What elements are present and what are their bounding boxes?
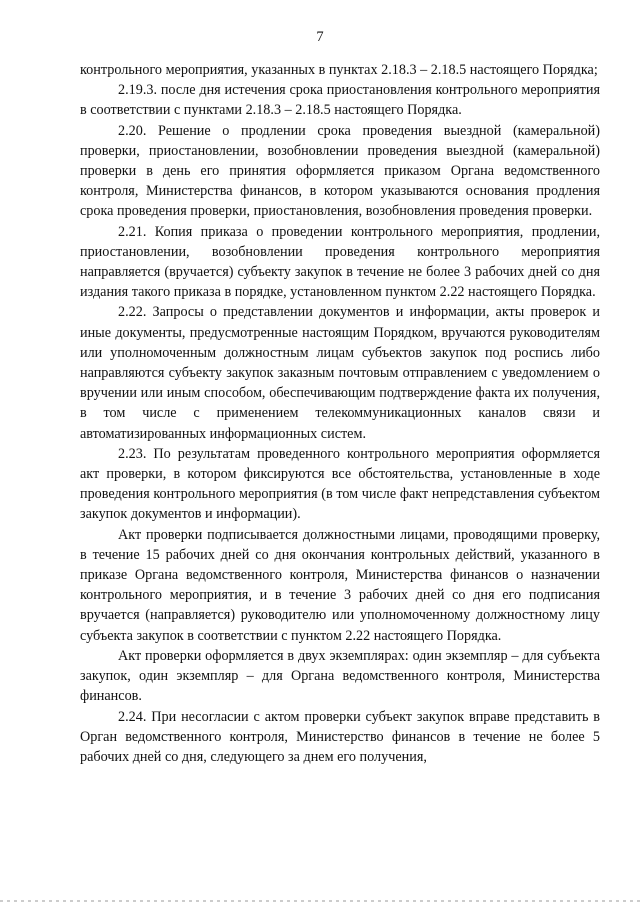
paragraph-2-21: 2.21. Копия приказа о проведении контрольного мероприятия, продлении, приостановлении, возобновлении проведения контрольного мероприятия направляется (вручается) субъекту закупок в течение не более 3 рабочих дней со дня издания такого приказа в порядке, установленном пунктом 2.22 настоящего Порядка. xyxy=(80,223,600,301)
paragraph-2-23: 2.23. По результатам проведенного контрольного мероприятия оформляется акт проверки, в котором фиксируются все обстоятельства, установленные в ходе проведения контрольного мероприятия (в том числе факт непредставления субъектом закупок документов и информации). xyxy=(80,445,600,523)
paragraph-act-signing: Акт проверки подписывается должностными лицами, проводящими проверку, в течение 15 рабочих дней со дня окончания контрольных действий, указанного в приказе Органа ведомственного контроля, Министерства финансов о назначении контрольного мероприятия, и в течение 3 рабочих дней со дня его подписания вручается (направляется) руководителю или уполномоченному должностному лицу субъекта закупок в соответствии с пунктом 2.22 настоящего Порядка. xyxy=(80,526,600,644)
paragraph-2-19-3: 2.19.3. после дня истечения срока приостановления контрольного мероприятия в соответствии с пунктами 2.18.3 – 2.18.5 настоящего Порядка. xyxy=(80,82,600,119)
paragraph-2-22: 2.22. Запросы о представлении документов и информации, акты проверок и иные документы, предусмотренные настоящим Порядком, вручаются руководителям или уполномоченным должностным лицам субъектов закупок под роспись либо направляются субъекту закупок заказным почтовым отправлением с уведомлением о вручении или иным способом, обеспечивающим подтверждение факта их получения, в том числе с применением телекоммуникационных каналов связи и автоматизированных информационных систем. xyxy=(80,304,600,442)
paragraph-2-24: 2.24. При несогласии с актом проверки субъект закупок вправе представить в Орган ведомственного контроля, Министерство финансов в течение не более 5 рабочих дней со дня, следующего за днем его получения, xyxy=(80,708,600,765)
paragraph-act-copies: Акт проверки оформляется в двух экземплярах: один экземпляр – для субъекта закупок, один экземпляр – для Органа ведомственного контроля, Министерства финансов. xyxy=(80,647,600,705)
scan-edge-line xyxy=(0,900,640,902)
paragraph-continuation: контрольного мероприятия, указанных в пунктах 2.18.3 – 2.18.5 настоящего Порядка; xyxy=(80,62,598,78)
document-body xyxy=(80,60,600,767)
paragraph-2-20: 2.20. Решение о продлении срока проведения выездной (камеральной) проверки, приостановлении, возобновлении проведения выездной (камеральной) проверки в день его принятия оформляется приказом Органа ведомственного контроля, Министерства финансов, в котором указываются основания продления срока проведения проверки, приостановления, возобновления проведения проверки. xyxy=(80,122,600,220)
page-number: 7 xyxy=(316,29,324,45)
